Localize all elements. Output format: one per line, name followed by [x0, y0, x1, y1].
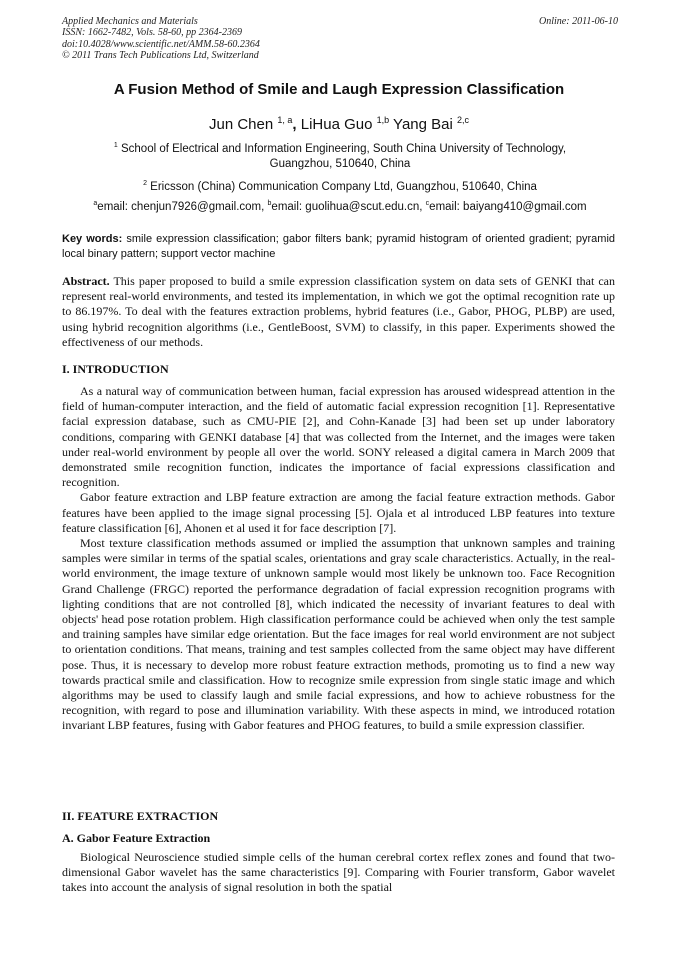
author-name: Yang Bai [393, 116, 453, 133]
abstract [62, 274, 615, 350]
email-sup: c [425, 200, 430, 207]
paragraph: Most texture classification methods assumed or implied the assumption that unknown samples and training samples were similar in terms of the spatial scales, orientations and gray scale characteristics. Actually, in the real-world environment, the image texture of unknown sample would most likely be unknown too. Face Recognition Grand Challenge (FRGC) reported the performance degradation of facial expression recognition programs with lighting conditions that are not controlled [8], which indicated the necessity of invariant features to deal with objects' head pose rotation problem. High classification performance could be achieved when only the test sample and training samples have similar edge orientation. But the face images for real world environment are not subject to orientation conditions. That means, training and test samples collected from the same object may have different pose. Thus, it is necessary to develop more robust feature extraction methods, promoting us to find a new way towards practical smile and classification. How to recognize smile expression from single static image and which algorithms may be used to classify laugh and smile facial expressions, and how to achieve robustness for the recognition, with regard to pose and illumination variability. With these aspects in mind, we introduced rotation invariant LBP features, fusing with Gabor features and PHOG features, to build a smile expression classifier. [62, 536, 615, 733]
doi-line: doi:10.4028/www.scientific.net/AMM.58-60.2364 [62, 38, 260, 50]
author-sup: 2,c [456, 115, 469, 125]
email-text: email: guolihua@scut.edu.cn, [271, 200, 423, 213]
keywords-label: Key words: [62, 233, 123, 245]
author-name: LiHua Guo [300, 116, 373, 133]
email-text: email: chenjun7926@gmail.com, [97, 200, 265, 213]
affiliation-1 [62, 138, 618, 172]
keywords-text: smile expression classification; gabor filters bank; pyramid histogram of oriented gradient; pyramid local binary pattern; support vector machine [62, 233, 616, 260]
affiliation-sup: 1 [113, 142, 118, 149]
affiliation-2 [62, 176, 618, 195]
online-date: Online: 2011-06-10 [539, 16, 618, 27]
subsection-heading: A. Gabor Feature Extraction [62, 831, 211, 845]
section-body [62, 384, 615, 734]
email-line [62, 196, 618, 215]
journal-name: Applied Mechanics and Materials [62, 16, 198, 27]
section-heading: II. FEATURE EXTRACTION [62, 809, 219, 823]
email-sup: a [93, 200, 98, 207]
affiliation-line: Ericsson (China) Communication Company Ltd, Guangzhou, 510640, China [150, 180, 537, 193]
section-heading: I. INTRODUCTION [62, 362, 169, 376]
keywords [62, 232, 615, 262]
author-sup: 1, a [277, 115, 293, 125]
abstract-text: This paper proposed to build a smile expression classification system on data sets of GENKI that can represent real-world environments, and tested its implementation, in which we got the optimal recognition rate up to 86.197%. To deal with the features extraction problems, hybrid features (i.e., Gabor, PHOG, PLBP) are used, using hybrid recognition algorithms (i.e., GentleBoost, SVM) to classify, in this paper. Experiments showed the effectiveness of our methods. [62, 274, 615, 349]
affiliation-line: School of Electrical and Information Engineering, South China University of Technology, [120, 142, 567, 155]
journal-header [62, 16, 618, 62]
abstract-label: Abstract. [62, 274, 110, 288]
paragraph: Gabor feature extraction and LBP feature extraction are among the facial feature extraction methods. Gabor features have been applied to the image signal processing [5]. Ojala et al introduced LBP features into texture feature classification [6], Ahonen et al used it for face description [7]. [62, 490, 615, 535]
affiliation-sup: 2 [143, 180, 147, 187]
author-name: Jun Chen [208, 116, 274, 133]
author-sup: 1,b [376, 115, 390, 125]
email-text: email: baiyang410@gmail.com [429, 200, 587, 213]
email-sup: b [267, 200, 272, 207]
section-body [62, 850, 615, 896]
issn-line: ISSN: 1662-7482, Vols. 58-60, pp 2364-2369 [62, 27, 242, 39]
paper-title: A Fusion Method of Smile and Laugh Expression Classification [113, 81, 565, 98]
paragraph: Biological Neuroscience studied simple cells of the human cerebral cortex reflex zones and found that two-dimensional Gabor wavelet has the same characteristics [9]. Comparing with Fourier transform, Gabor wavelet takes into account the analysis of signal resolution in both the spatial [62, 850, 615, 895]
copyright-line: © 2011 Trans Tech Publications Ltd, Switzerland [62, 50, 259, 62]
paragraph: As a natural way of communication between human, facial expression has aroused widespread attention in the field of human-computer interaction, and the field of automatic facial expression recognition [1]. Representative facial expression database, such as CMU-PIE [2], and Cohn-Kanade [3] had been set up under laboratory conditions, comparing with GENKI database [4] that was collected from the Internet, and the images were taken under real-world environment by people all over the world. SONY released a digital camera in March 2009 that demonstrated smile recognition function, indicates the importance of facial expressions classification and recognition. [62, 384, 615, 490]
author-list: Jun Chen $^{1, a}$, LiHua Guo $^{1,b}$ Yang Bai $^{2,c}$ [208, 115, 469, 133]
affiliation-line: Guangzhou, 510640, China [269, 157, 411, 170]
